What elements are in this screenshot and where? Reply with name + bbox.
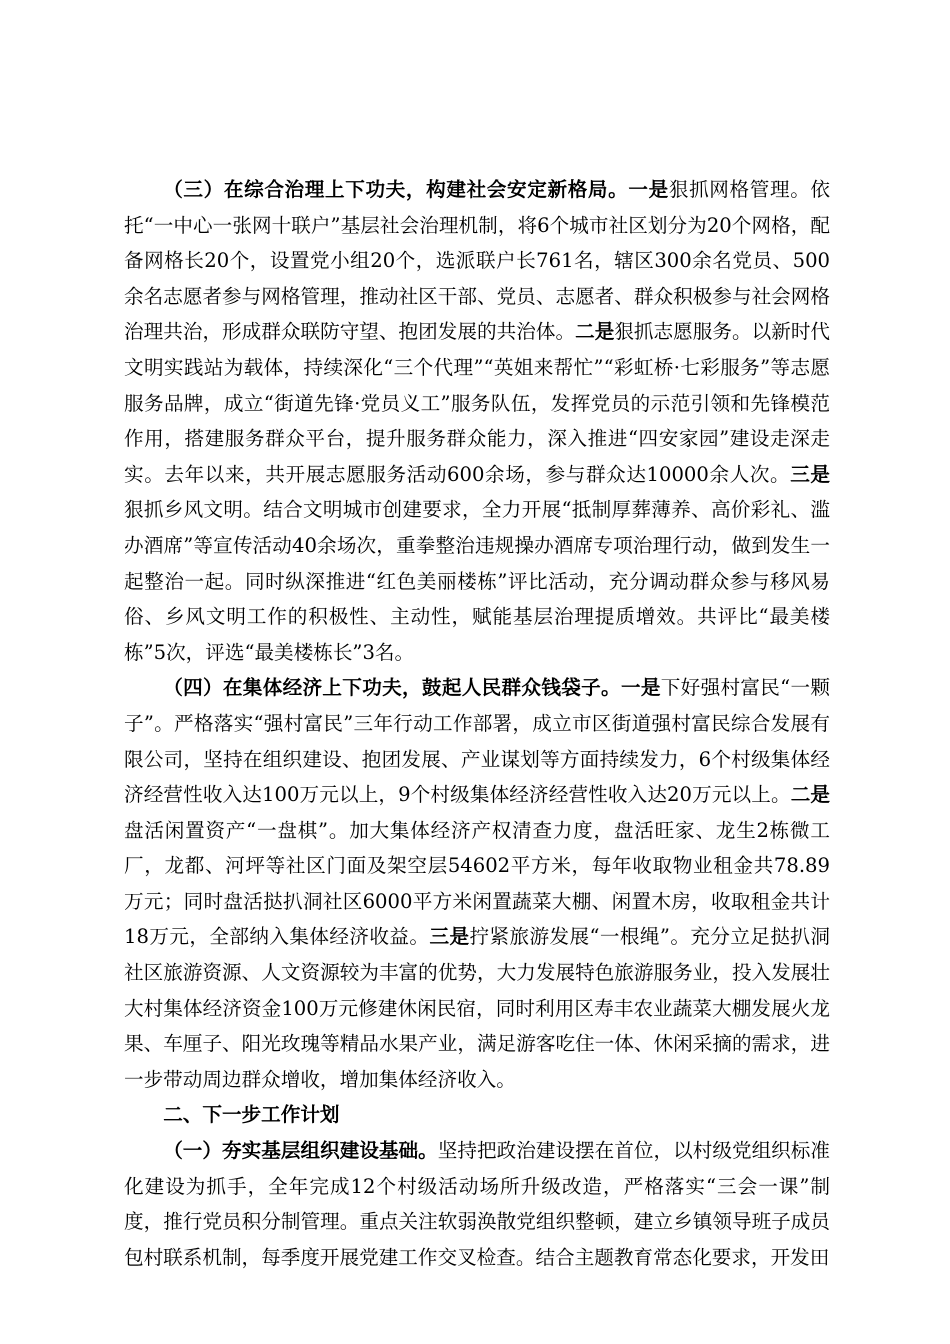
item-marker: 三是 [429,925,470,949]
document-body [124,172,830,1275]
paragraph-text: 狠抓志愿服务。以新时代文明实践站为载体，持续深化“三个代理”“英姐来帮忙”“彩虹桥·七彩服务”等志愿服务品牌，成立“街道先锋·党员义工”服务队伍，发挥党员的示范引领和先锋模范作用，搭建服务群众平台，提升服务群众能力，深入推进“四安家园”建设走深走实。去年以来，共开展志愿服务活动600余场，参与群众达10000余人次。 [124,320,831,486]
paragraph-text: 下好强村富民“一颗子”。严格落实“强村富民”三年行动工作部署，成立市区街道强村富民综合发展有限公司，坚持在组织建设、抱团发展、产业谋划等方面持续发力，6个村级集体经济经营性收入达100万元以上，9个村级集体经济经营性收入达20万元以上。 [124,676,831,807]
section-heading-next-steps: 二、下一步工作计划 [163,1103,340,1127]
paragraph-text: 拧紧旅游发展“一根绳”。充分立足挞扒洞社区旅游资源、人文资源较为丰富的优势，大力发展特色旅游服务业，投入发展壮大村集体经济资金100万元修建休闲民宿，同时利用区寿丰农业蔬菜大棚发展火龙果、车厘子、阳光玫瑰等精品水果产业，满足游客吃住一体、休闲采摘的需求，进一步带动周边群众增收，增加集体经济收入。 [124,925,830,1091]
paragraph-text: 盘活闲置资产“一盘棋”。加大集体经济产权清查力度，盘活旺家、龙生2栋微工厂，龙都、河坪等社区门面及架空层54602平方米，每年收取物业租金共78.89万元；同时盘活挞扒洞社区6000平方米闲置蔬菜大棚、闲置木房，收取租金共计18万元，全部纳入集体经济收益。 [124,818,830,949]
paragraph-lead: （一）夯实基层组织建设基础。 [163,1139,438,1163]
paragraph-collective-economy [124,670,830,1097]
paragraph-lead: （四）在集体经济上下功夫，鼓起人民群众钱袋子。 [163,676,621,700]
item-marker: 三是 [790,462,831,486]
paragraph-comprehensive-governance [124,172,830,670]
item-marker: 二是 [790,783,831,807]
paragraph-text: 狠抓网格管理。依托“一中心一张网十联户”基层社会治理机制，将6个城市社区划分为20个网格，配备网格长20个，设置党小组20个，选派联户长761名，辖区300余名党员、500余名志愿者参与网格管理，推动社区干部、党员、志愿者、群众积极参与社会网格治理共治，形成群众联防守望、抱团发展的共治体。 [124,178,831,344]
paragraph-text: 狠抓乡风文明。结合文明城市创建要求，全力开展“抵制厚葬薄养、高价彩礼、滥办酒席”等宣传活动40余场次，重拳整治违规操办酒席专项治理行动，做到发生一起整治一起。同时纵深推进“红色美丽楼栋”评比活动，充分调动群众参与移风易俗、乡风文明工作的积极性、主动性，赋能基层治理提质增效。共评比“最美楼栋”5次，评选“最美楼栋长”3名。 [124,498,830,664]
item-marker: 二是 [575,320,615,344]
paragraph-lead: （三）在综合治理上下功夫，构建社会安定新格局。 [163,178,629,201]
item-marker: 一是 [628,178,669,201]
paragraph-text: 坚持把政治建设摆在首位，以村级党组织标准化建设为抓手，全年完成12个村级活动场所升级改造，严格落实“三会一课”制度，推行党员积分制管理。重点关注软弱涣散党组织整顿，建立乡镇领导班子成员包村联系机制，每季度开展党建工作交叉检查。结合主题教育常态化要求，开发田 [124,1139,830,1269]
paragraph-grassroots-organization [124,1133,830,1275]
item-marker: 一是 [620,676,661,700]
